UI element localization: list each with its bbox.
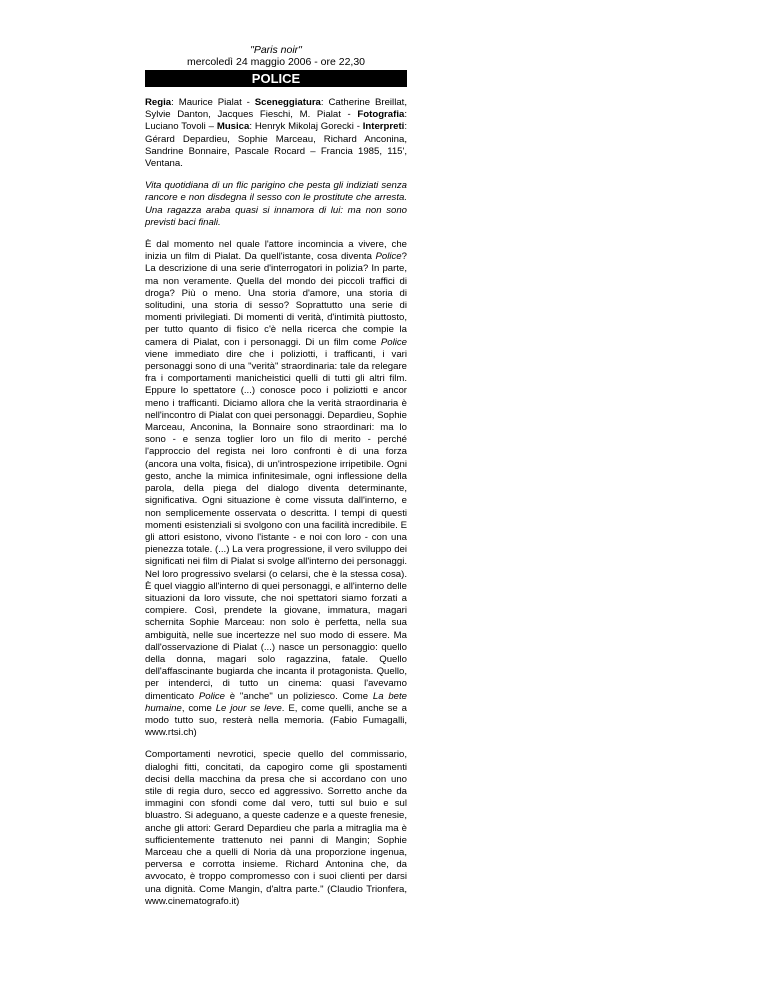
- review-text: È dal momento nel quale l'attore incomincia a vivere, che inizia un film di Pialat. Da quell'istante, cosa diventa: [145, 239, 407, 263]
- review-text: , come: [181, 702, 216, 714]
- credit-value: : Luciano Tovoli –: [145, 109, 407, 133]
- film-title: POLICE: [145, 70, 407, 87]
- film-title-ref: Police: [375, 251, 402, 263]
- credit-label: Fotografia: [357, 109, 405, 121]
- review-text: . E, come quelli, anche se a modo tutto suo, resterà nella memoria. (Fabio Fumagalli, www.rtsi.ch): [145, 702, 407, 739]
- review-text: ? La descrizione di una serie d'interrogatori in polizia? In parte, ma non veramente. Quella del mondo dei piccoli traffici di droga? Più o meno. Una storia d'amore, una storia di solitudini, una storia di sesso? Soprattutto una serie di momenti privilegiati. Di momenti di verità, d'intimità piuttosto, per tutto quanto di fisico c'è nella ricerca che compie la camera di Pialat, con i personaggi. Di un film come: [145, 251, 407, 348]
- credit-label: Sceneggiatura: [254, 97, 321, 108]
- review-text: è "anche" un poliziesco. Come: [224, 690, 373, 702]
- credit-label: Regia: [145, 97, 172, 108]
- credit-music: [217, 121, 363, 132]
- credit-director: [145, 97, 255, 108]
- review-text: viene immediato dire che i poliziotti, i trafficanti, i vari personaggi sono di una "verità" straordinaria: tale da relegare fra i comportamenti manicheistici quelli di tutti gli altri film. Eppure lo spettatore (...) conosce poco i poliziotti e ancor meno i trafficanti. Diciamo allora che la verità straordinaria è nell'incontro di Pialat con quei personaggi. Depardieu, Sophie Marceau, Anconina, la Bonnaire sono straordinari: ma lo sono - e senza toglier loro un filo di merito - perché l'approccio del regista nei loro confronti è di una forza (ancora una volta, fisica), di un'introspezione irripetibile. Ogni gesto, anche la mimica infinitesimale, ogni inflessione della parola, della piega del dialogo diventa determinante, significativa. Ogni situazione è come vissuta dall'interno, e non semplicemente osservata o descritta. I tempi di questi momenti esistenziali si svolgono con una facilità incredibile. E gli attori esistono, vivono l'istante - e noi con loro - con una pienezza totale. (...) La vera progressione, il vero sviluppo dei significati nei film di Pialat si svolge all'interno dei personaggi. Nel loro progressivo svelarsi (o celarsi, che è la stessa cosa). È quel viaggio all'interno di quei personaggi, e all'interno delle situazioni da loro vissute, che noi spettatori siamo forzati a compiere. Così, prendete la giovane, immatura, magari schernita Sophie Marceau: non solo è perfetta, nella sua ambiguità, nelle sue incertezze nel suo modo di essere. Ma dall'osservazione di Pialat (...) nasce un personaggio: quello della donna, magari solo ragazzina, fatale. Quello dell'affascinante bugiarda che incanta il protagonista. Quello, per intenderci, di tutto un cinema: quasi l'avevamo dimenticato: [145, 348, 407, 702]
- screening-datetime: mercoledì 24 maggio 2006 - ore 22,30: [186, 56, 366, 68]
- review-trionfera: Comportamenti nevrotici, specie quello del commissario, dialoghi fitti, concitati, da capogiro come gli spostamenti decisi della macchina da presa che si accordano con uno stile di regia duro, secco ed aggressivo. Sorretto anche da immagini con sfondi come dal vero, tutti sul buio e sul bluastro. Si adeguano, a queste cadenze e a queste frenesie, anche gli attori: Gerard Depardieu che parla a mitraglia ma è sufficientemente trattenuto nei panni di Mangin; Sophie Marceau che a quelli di Noria dà una proporzione ingenua, perversa e corrotta insieme. Richard Antonina che, da avvocato, è troppo compromesso con i suoi clienti per darsi una dignità. Come Mangin, d'altra parte." (Claudio Trionfera, www.cinematografo.it): [145, 749, 407, 907]
- series-title: "Paris noir": [250, 44, 302, 56]
- film-title-ref: La bete humaine: [145, 690, 407, 714]
- credit-value: : Maurice Pialat -: [171, 97, 255, 108]
- synopsis-paragraph: Vita quotidiana di un flic parigino che pesta gli indiziati senza rancore e non disdegna il sesso con le prostitute che arresta. Una ragazza araba quasi si innamora di lui: ma non sono previsti baci finali.: [145, 180, 407, 228]
- credit-value: : Catherine Breillat, Sylvie Danton, Jacques Fieschi, M. Pialat -: [145, 97, 407, 121]
- document-page: [145, 44, 407, 908]
- film-title-ref: Le jour se leve: [215, 702, 282, 714]
- credits-paragraph: [145, 97, 407, 170]
- film-title-ref: Police: [380, 336, 407, 348]
- review-fumagalli: [145, 239, 407, 739]
- credit-value: : Gérard Depardieu, Sophie Marceau, Richard Anconina, Sandrine Bonnaire, Pascale Rocard – Francia 1985, 115', Ventana.: [145, 121, 407, 170]
- film-title-ref: Police: [198, 690, 225, 702]
- credit-label: Interpreti: [362, 121, 405, 133]
- credit-value: : Henryk Mikolaj Gorecki -: [249, 121, 363, 133]
- credit-label: Musica: [216, 121, 250, 133]
